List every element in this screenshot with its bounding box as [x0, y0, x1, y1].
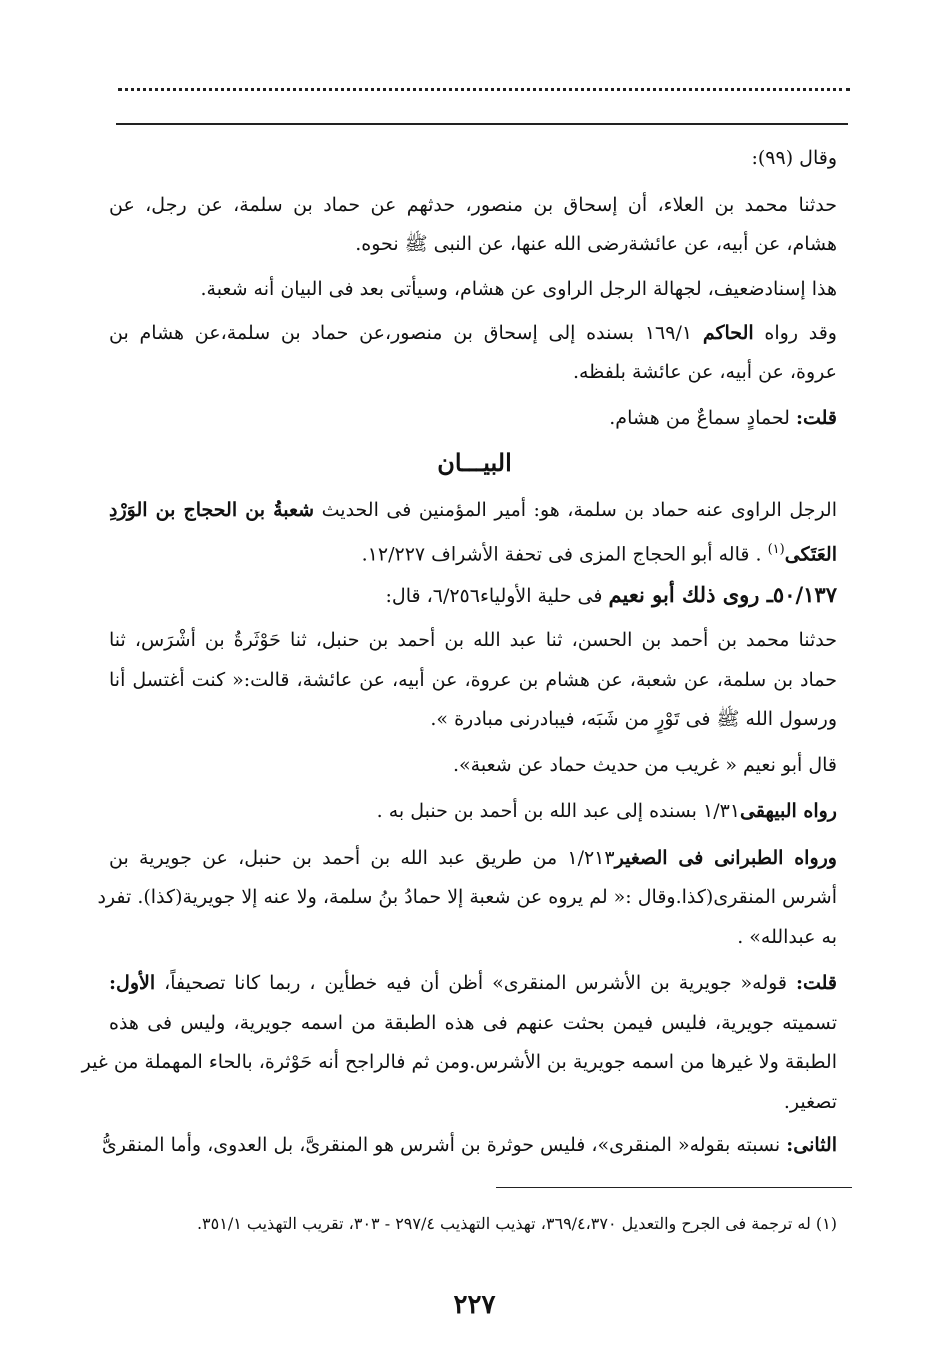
paragraph-note-hammad: قلت: لحمادٍ سماعٌ من هشام. — [609, 407, 837, 429]
top-rule — [116, 123, 848, 125]
paragraph-intro: وقال (٩٩): — [751, 147, 837, 169]
paragraph-correction-line-4: تصغير. — [783, 1091, 837, 1113]
paragraph-isnad-line-2: هشام، عن أبيه، عن عائشةرضى الله عنها، عن النبى ﷺ نحوه. — [355, 233, 837, 255]
paragraph-hakim-line-2: عروة، عن أبيه، عن عائشة بلفظه. — [572, 361, 837, 383]
footnote-rule — [496, 1187, 852, 1188]
paragraph-tabarani-line-1: ورواه الطبرانى فى الصغير١/٢١٣ من طريق عبد الله بن أحمد بن حنبل، عن جويرية بن — [109, 847, 837, 869]
paragraph-correction-line-1: قلت: قوله« جويرية بن الأشرس المنقرى» أظن أن فيه خطأين ، ربما كانا تصحيفاً، الأول: — [109, 972, 838, 994]
hadith-text-line-1: حدثنا محمد بن أحمد بن الحسن، ثنا عبد الله بن أحمد بن حنبل، ثنا حَوْثَرةُ بن أشْرَس، ثنا — [109, 629, 837, 651]
page-number: ٢٢٧ — [453, 1290, 496, 1320]
paragraph-correction-line-3: الطبقة ولا غيرها من اسمه جويرية بن الأشرس.ومن ثم فالراجح أنه حَوْثرة، بالحاء المهملة من غير — [81, 1051, 837, 1073]
paragraph-hakim-line-1: وقد رواه الحاكم ١٦٩/١ بسنده إلى إسحاق بن منصور،عن حماد بن سلمة،عن هشام بن — [109, 322, 837, 344]
section-title: البيـــان — [437, 448, 512, 477]
paragraph-tabarani-line-2: أشرس المنقرى(كذا.وقال :« لم يروه عن شعبة إلا حمادُ بنُ سلمة، ولا عنه إلا جويرية(كذا). تفرد — [97, 886, 837, 908]
paragraph-isnad-line-1: حدثنا محمد بن العلاء، أن إسحاق بن منصور، حدثهم عن حماد بن سلمة، عن رجل، عن — [109, 194, 837, 216]
footnote: (١) له ترجمة فى الجرح والتعديل ٣٦٩/٤،٣٧٠، تهذيب التهذيب ٢٩٧/٤ - ٣٠٣، تقريب التهذيب ٣٥١/١. — [196, 1214, 837, 1233]
hadith-heading: ٥٠/١٣٧ـ روى ذلك أبو نعيم فى حلية الأولياء٦/٢٥٦، قال: — [385, 582, 837, 607]
paragraph-weak-isnad: هذا إسنادضعيف، لجهالة الرجل الراوى عن هشام، وسيأتى بعد فى البيان أنه شعبة. — [200, 278, 837, 300]
paragraph-correction-line-2: تسميته جويرية، فليس فيمن بحثت عنهم فى هذه الطبقة من اسمه جويرية، وليس فى هذه — [109, 1012, 837, 1034]
dotted-separator — [118, 88, 850, 101]
paragraph-tabarani-line-3: به عبدالله» . — [737, 926, 837, 948]
hadith-text-line-3: ورسول الله ﷺ فى تَوْرٍ من شَبَه، فيبادرنى مبادرة ». — [430, 708, 837, 730]
paragraph-second-point: الثانى: نسبته بقوله« المنقرى»، فليس حوثرة بن أشرس هو المنقرىَّ، بل العدوى، وأما المنقرىُّ — [101, 1134, 837, 1156]
hadith-text-line-2: حماد بن سلمة، عن شعبة، عن هشام بن عروة، عن أبيه، عن عائشة، قالت:« كنت أغتسل أنا — [109, 669, 837, 691]
paragraph-shuba-line-2: العَتَكى$^{(١)}$ . قاله أبو الحجاج المزى فى تحفة الأشراف ١٢/٢٢٧. — [361, 542, 837, 566]
paragraph-shuba-line-1: الرجل الراوى عنه حماد بن سلمة، هو: أمير المؤمنين فى الحديث شعبةُ بن الحجاج بن الوَرْدِ — [109, 499, 838, 521]
paragraph-abu-nuaym: قال أبو نعيم « غريب من حديث حماد عن شعبة». — [453, 754, 837, 776]
paragraph-bayhaqi: رواه البيهقى١/٣١ بسنده إلى عبد الله بن أحمد بن حنبل به . — [376, 800, 837, 822]
